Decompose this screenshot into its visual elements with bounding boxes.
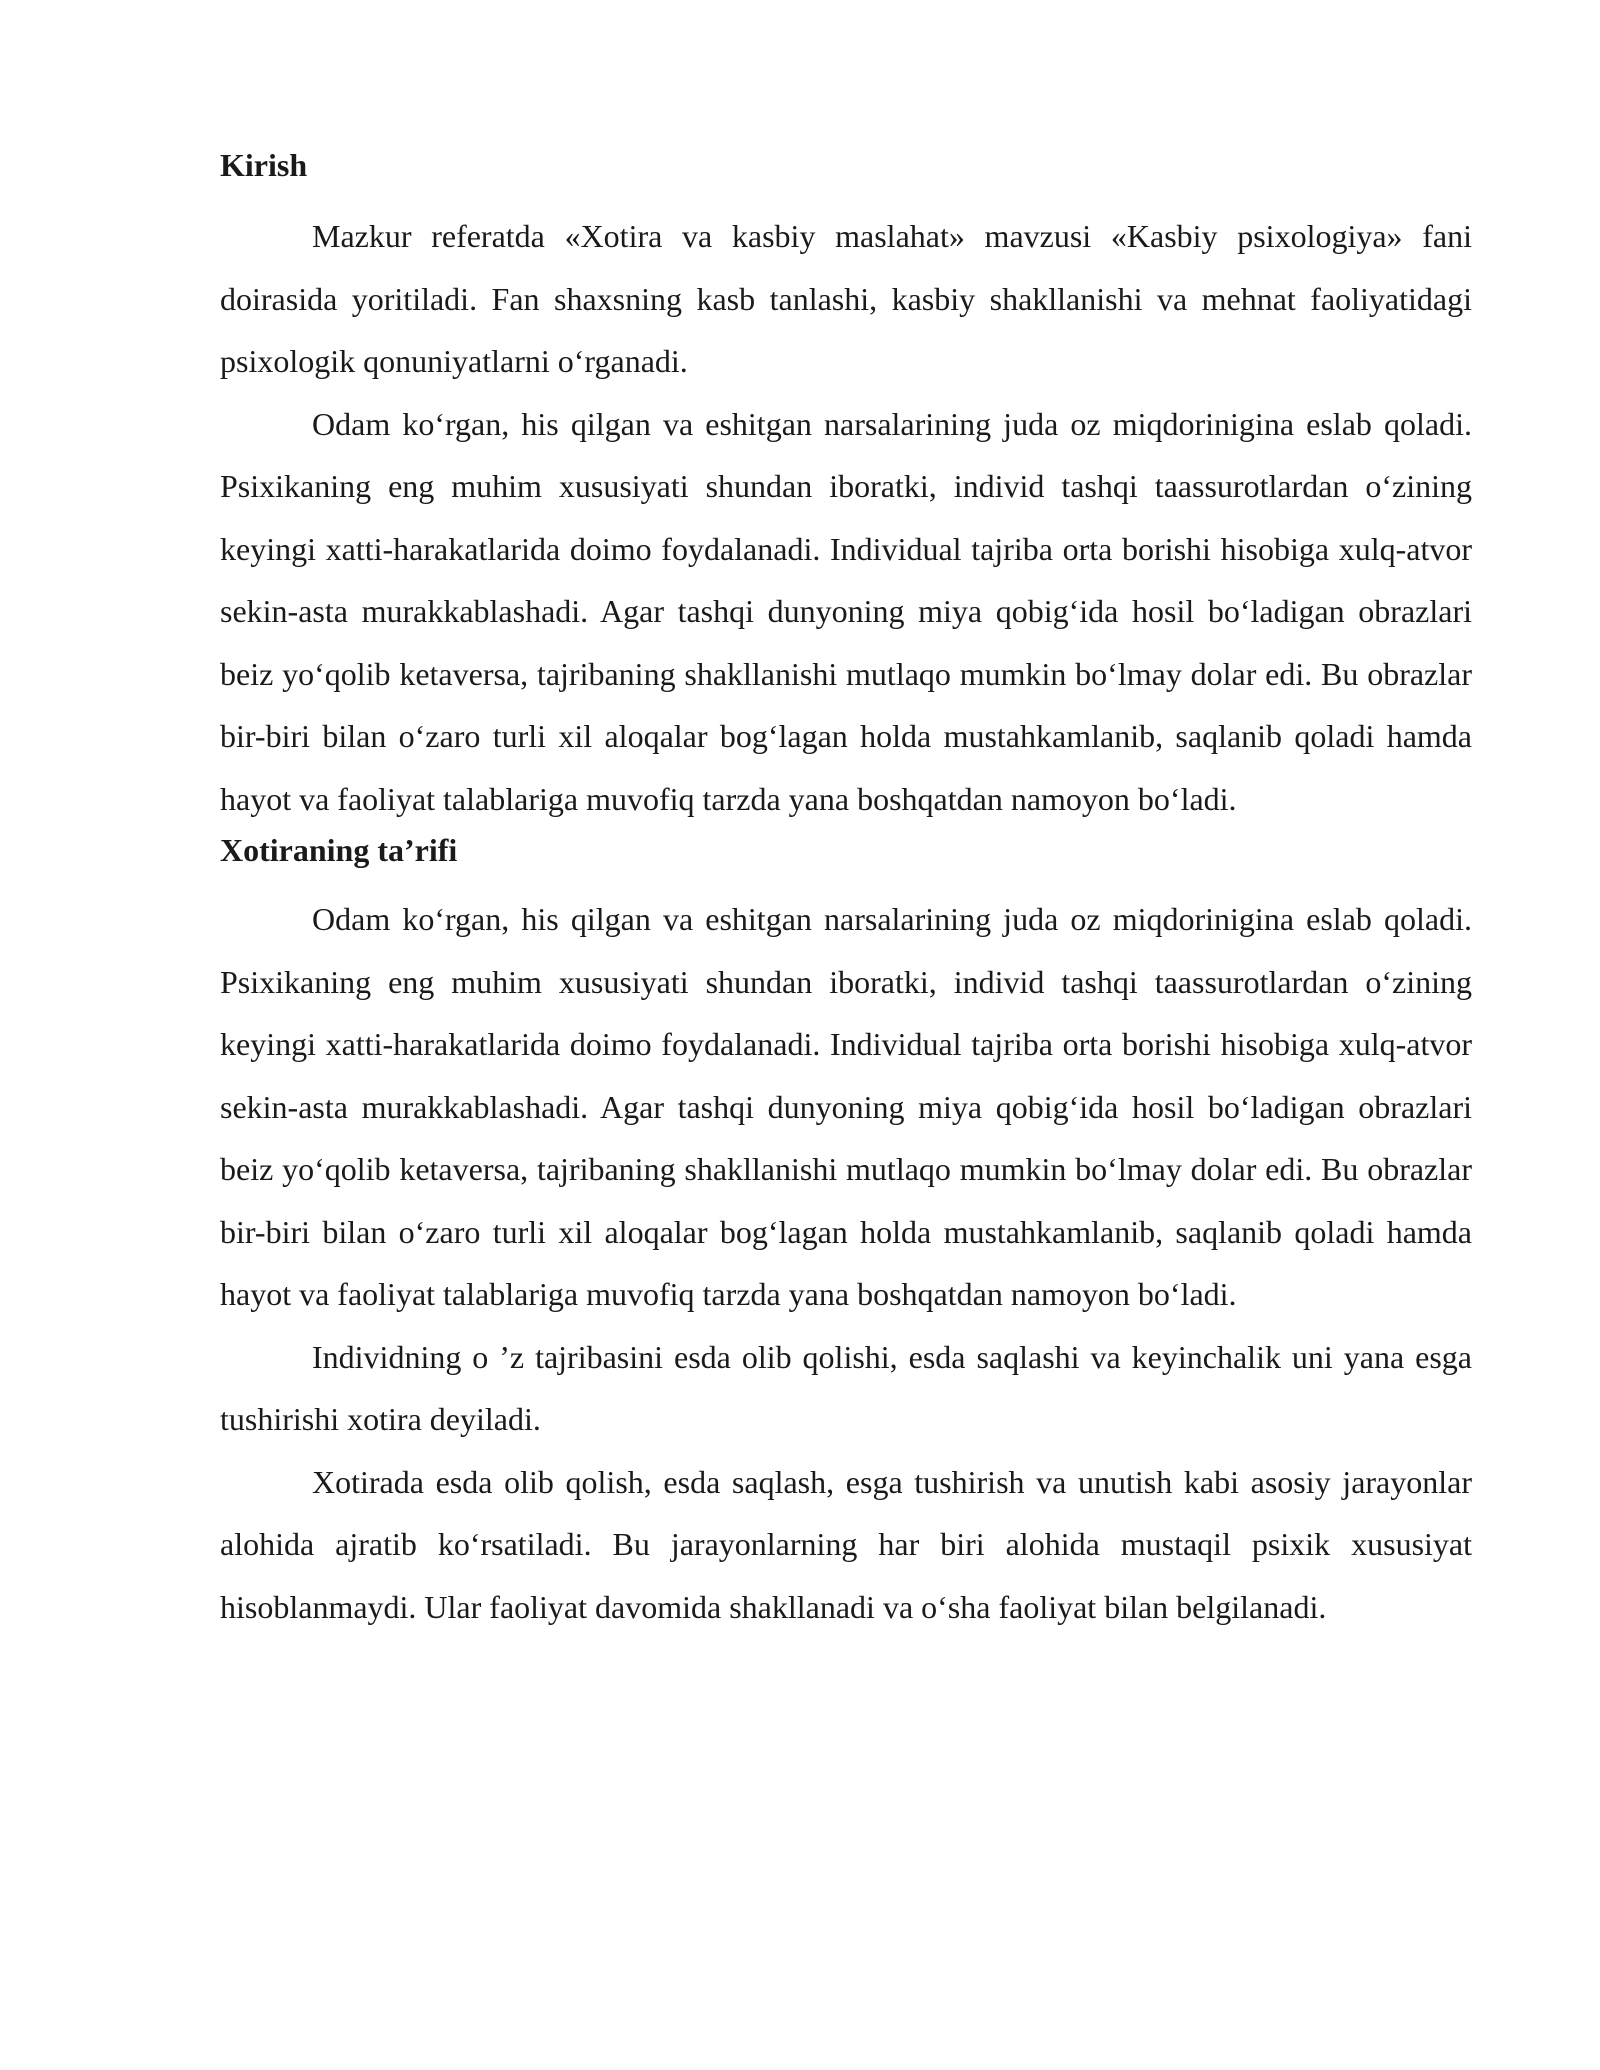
document-page <box>220 145 1472 1638</box>
paragraph-definition-3: Xotirada esda olib qolish, esda saqlash, esga tushirish va unutish kabi asosiy jarayonlar alohida ajratib ko‘rsatiladi. Bu jarayonlarning har biri alohida mustaqil psixik xususiyat hisoblanmaydi. Ular faoliyat davomida shakllanadi va o‘sha faoliyat bilan belgilanadi. <box>220 1463 1472 1625</box>
heading-intro: Kirish <box>220 147 308 183</box>
heading-definition: Xotiraning ta’rifi <box>220 832 458 868</box>
paragraph-definition-1: Odam ko‘rgan, his qilgan va eshitgan narsalarining juda oz miqdorinigina eslab qoladi. Psixikaning eng muhim xususiyati shundan iboratki, individ tashqi taassurotlardan o‘zining keyingi xatti-harakatlarida doimo foydalanadi. Individual tajriba orta borishi hisobiga xulq-atvor sekin-asta murakkablashadi. Agar tashqi dunyoning miya qobig‘ida hosil bo‘ladigan obrazlari beiz yo‘qolib ketaversa, tajribaning shakllanishi mutlaqo mumkin bo‘lmay dolar edi. Bu obrazlar bir-biri bilan o‘zaro turli xil aloqalar bog‘lagan holda mustahkamlanib, saqlanib qoladi hamda hayot va faoliyat talablariga muvofiq tarzda yana boshqatdan namoyon bo‘ladi. <box>220 901 1472 1312</box>
paragraph-definition-2: Individning o ’z tajribasini esda olib qolishi, esda saqlashi va keyinchalik uni yana esga tushirishi xotira deyiladi. <box>220 1338 1472 1437</box>
paragraph-intro-1: Mazkur referatda «Xotira va kasbiy maslahat» mavzusi «Kasbiy psixologiya» fani doirasida yoritiladi. Fan shaxsning kasb tanlashi, kasbiy shakllanishi va mehnat faoliyatidagi psixologik qonuniyatlarni o‘rganadi. <box>220 218 1472 379</box>
paragraph-intro-2: Odam ko‘rgan, his qilgan va eshitgan narsalarining juda oz miqdorinigina eslab qoladi. Psixikaning eng muhim xususiyati shundan iboratki, individ tashqi taassurotlardan o‘zining keyingi xatti-harakatlarida doimo foydalanadi. Individual tajriba orta borishi hisobiga xulq-atvor sekin-asta murakkablashadi. Agar tashqi dunyoning miya qobig‘ida hosil bo‘ladigan obrazlari beiz yo‘qolib ketaversa, tajribaning shakllanishi mutlaqo mumkin bo‘lmay dolar edi. Bu obrazlar bir-biri bilan o‘zaro turli xil aloqalar bog‘lagan holda mustahkamlanib, saqlanib qoladi hamda hayot va faoliyat talablariga muvofiq tarzda yana boshqatdan namoyon bo‘ladi. <box>220 405 1472 817</box>
